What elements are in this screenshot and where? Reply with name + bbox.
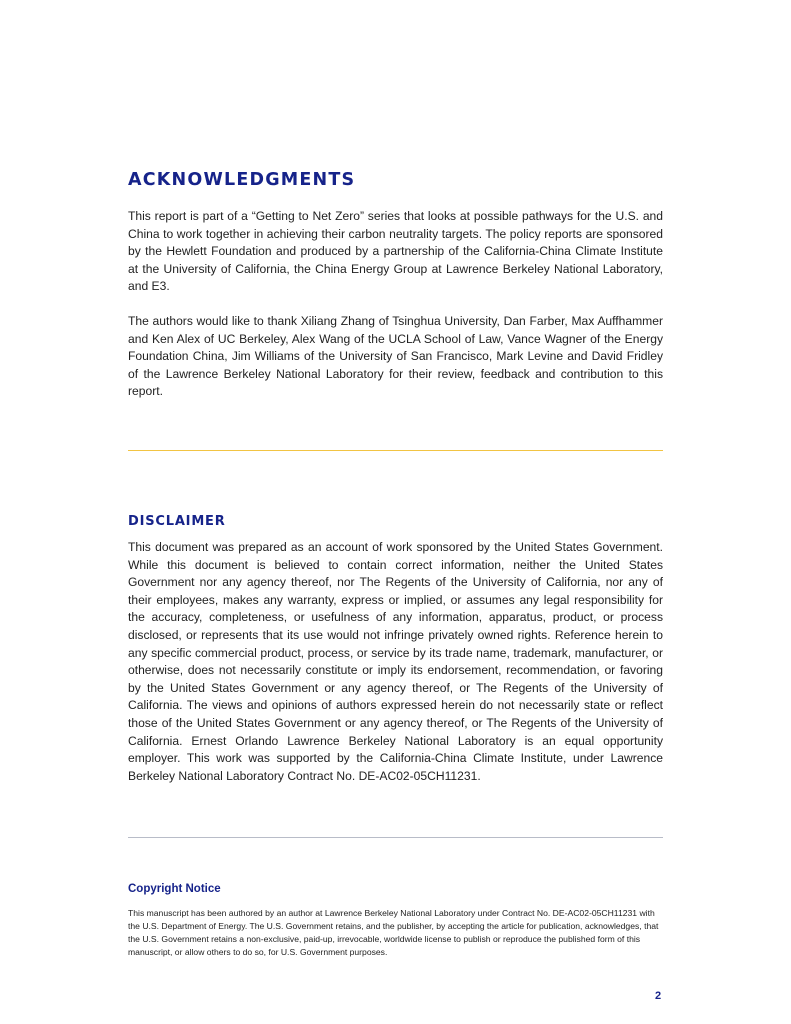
acknowledgments-paragraph: This report is part of a “Getting to Net Zero” series that looks at possible pathways for the U.S. and China to work together in achieving their carbon neutrality targets. The policy reports are sponsored by the Hewlett Foundation and produced by a partnership of the California-China Climate Institute at the University of California, the China Energy Group at Lawrence Berkeley National Laboratory, and E3. xyxy=(128,209,663,294)
copyright-body xyxy=(128,907,663,959)
gray-divider xyxy=(128,837,663,838)
acknowledgments-paragraph: The authors would like to thank Xiliang Zhang of Tsinghua University, Dan Farber, Max Auffhammer and Ken Alex of UC Berkeley, Alex Wang of the UCLA School of Law, Vance Wagner of the Energy Foundation China, Jim Williams of the University of San Francisco, Mark Levine and David Fridley of the Lawrence Berkeley National Laboratory for their review, feedback and contribution to this report. xyxy=(128,313,663,399)
disclaimer-text: This document was prepared as an account of work sponsored by the United States Government. While this document is believed to contain correct information, neither the United States Government nor any agency thereof, nor The Regents of the University of California, nor any of their employees, makes any warranty, express or implied, or assumes any legal responsibility for the accuracy, completeness, or usefulness of any information, apparatus, product, or process disclosed, or represents that its use would not infringe privately owned rights. Reference herein to any specific commercial product, process, or service by its trade name, trademark, manufacturer, or otherwise, does not necessarily constitute or imply its endorsement, recommendation, or favoring by the United States Government or any agency thereof, or The Regents of the University of California. The views and opinions of authors expressed herein do not necessarily state or reflect those of the United States Government or any agency thereof, or The Regents of the University of California. Ernest Orlando Lawrence Berkeley National Laboratory is an equal opportunity employer. This work was supported by the California-China Climate Institute, under Lawrence Berkeley National Laboratory Contract No. DE-AC02-05CH11231. xyxy=(128,540,663,783)
copyright-text: This manuscript has been authored by an author at Lawrence Berkeley National Laboratory under Contract No. DE-AC02-05CH11231 with the U.S. Department of Energy. The U.S. Government retains, and the publisher, by accepting the article for publication, acknowledges, that the U.S. Government retains a non-exclusive, paid-up, irrevocable, worldwide license to publish or reproduce the published form of this manuscript, or allow others to do so, for U.S. Government purposes. xyxy=(128,908,659,957)
acknowledgments-heading: ACKNOWLEDGMENTS xyxy=(128,170,356,190)
disclaimer-heading: DISCLAIMER xyxy=(128,514,226,529)
acknowledgments-body xyxy=(128,208,663,401)
gold-divider xyxy=(128,450,663,451)
page-number: 2 xyxy=(655,990,662,1002)
copyright-heading: Copyright Notice xyxy=(128,883,221,895)
disclaimer-body xyxy=(128,539,663,785)
